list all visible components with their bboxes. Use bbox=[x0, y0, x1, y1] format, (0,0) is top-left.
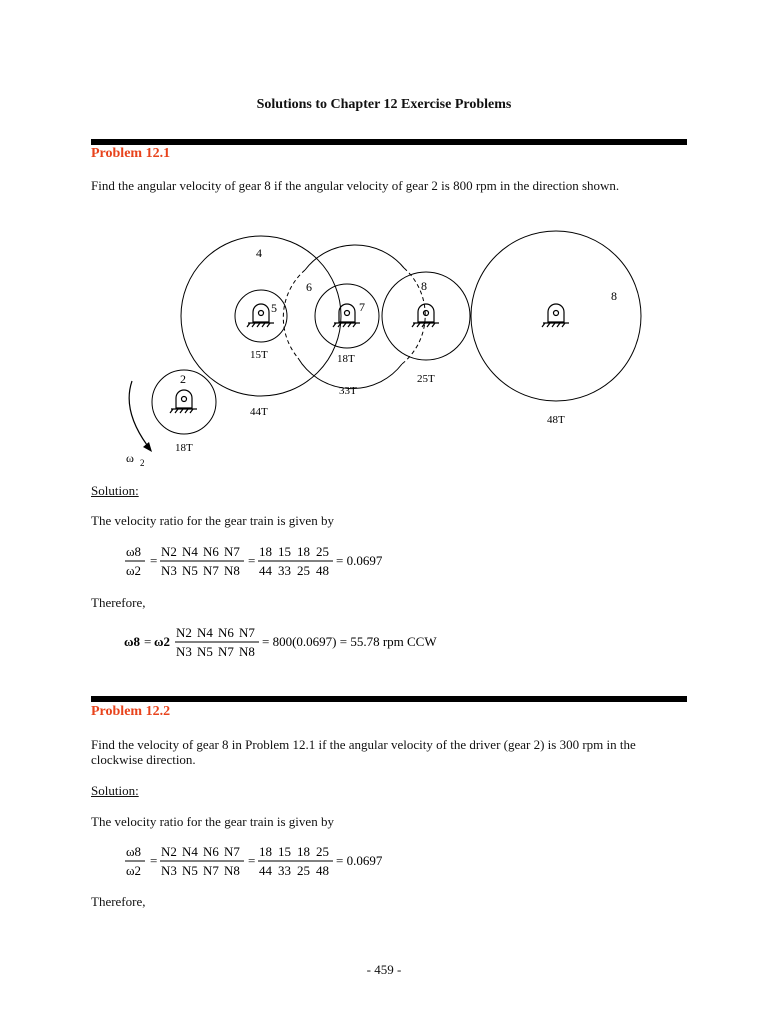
solution-label: Solution: bbox=[91, 783, 139, 798]
pivot-icon-8 bbox=[542, 304, 569, 327]
teeth-label-6: 18T bbox=[337, 353, 355, 365]
eq-t-num-0: 18 bbox=[259, 544, 272, 559]
eq-n-den-0: N3 bbox=[161, 863, 177, 878]
ratio-intro: The velocity ratio for the gear train is given by bbox=[91, 513, 334, 528]
pivot-icon-4 bbox=[247, 304, 274, 327]
eq-t-num-0: 18 bbox=[259, 844, 272, 859]
teeth-label-4: 15T bbox=[250, 349, 268, 361]
gear-number-4: 5 bbox=[271, 301, 277, 315]
gear-number-2: 2 bbox=[180, 372, 186, 386]
teeth-label-3: 44T bbox=[250, 406, 268, 418]
gear-number-3: 4 bbox=[256, 246, 262, 260]
teeth-label-2: 18T bbox=[175, 442, 193, 454]
eq-lhs-num: ω8 bbox=[126, 544, 142, 559]
eq-lhs-den: ω2 bbox=[126, 563, 142, 578]
problem-statement: Find the angular velocity of gear 8 if the angular velocity of gear 2 is 800 rpm in the direction shown. bbox=[91, 178, 620, 193]
eq2-n-num-3: N7 bbox=[239, 625, 255, 640]
omega-subscript: 2 bbox=[140, 458, 145, 468]
therefore-text: Therefore, bbox=[91, 894, 146, 909]
eq-n-num-1: N4 bbox=[182, 844, 198, 859]
eq-n-den-2: N7 bbox=[203, 863, 219, 878]
eq2-n-den-0: N3 bbox=[176, 644, 192, 659]
svg-text:=: = bbox=[248, 853, 256, 868]
eq2-n-den-2: N7 bbox=[218, 644, 234, 659]
teeth-label-5: 33T bbox=[339, 385, 357, 397]
eq-t-num-1: 15 bbox=[278, 544, 291, 559]
eq-omega2: ω2 bbox=[154, 634, 171, 649]
eq-n-den-3: N8 bbox=[224, 563, 240, 578]
eq-n-den-1: N5 bbox=[182, 563, 198, 578]
therefore-text: Therefore, bbox=[91, 595, 146, 610]
svg-text:=: = bbox=[248, 553, 256, 568]
eq-n-den-3: N8 bbox=[224, 863, 240, 878]
eq-t-den-1: 33 bbox=[278, 863, 291, 878]
eq-n-den-0: N3 bbox=[161, 563, 177, 578]
pivot-icon-6 bbox=[333, 304, 360, 327]
svg-text:=: = bbox=[150, 853, 158, 868]
gear-number-5: 6 bbox=[306, 280, 312, 294]
gear-number-8: 8 bbox=[611, 289, 617, 303]
teeth-label-8: 48T bbox=[547, 414, 565, 426]
solution-label: Solution: bbox=[91, 483, 139, 498]
eq-n-num-2: N6 bbox=[203, 844, 219, 859]
eq-t-den-0: 44 bbox=[259, 563, 272, 578]
eq-t-num-1: 15 bbox=[278, 844, 291, 859]
eq-omega8: ω8 bbox=[124, 634, 141, 649]
eq2-n-num-0: N2 bbox=[176, 625, 192, 640]
eq-n-den-2: N7 bbox=[203, 563, 219, 578]
eq-t-den-2: 25 bbox=[297, 563, 310, 578]
eq-n-num-3: N7 bbox=[224, 544, 240, 559]
velocity-ratio-equation bbox=[120, 540, 440, 580]
teeth-label-7: 25T bbox=[417, 373, 435, 385]
eq-t-num-3: 25 bbox=[316, 544, 329, 559]
eq-t-den-3: 48 bbox=[316, 863, 329, 878]
svg-text:=: = bbox=[150, 553, 158, 568]
eq-result: = 0.0697 bbox=[336, 853, 383, 868]
final-velocity-equation bbox=[120, 622, 480, 662]
eq2-n-num-2: N6 bbox=[218, 625, 234, 640]
eq-t-den-0: 44 bbox=[259, 863, 272, 878]
gear-5-arc-top bbox=[305, 245, 404, 270]
eq-t-den-2: 25 bbox=[297, 863, 310, 878]
eq-result: = 0.0697 bbox=[336, 553, 383, 568]
eq-n-num-0: N2 bbox=[161, 544, 177, 559]
final-result: = 800(0.0697) = 55.78 rpm CCW bbox=[262, 634, 437, 649]
eq-lhs-num: ω8 bbox=[126, 844, 142, 859]
eq-n-num-1: N4 bbox=[182, 544, 198, 559]
eq-n-num-0: N2 bbox=[161, 844, 177, 859]
page-title: Solutions to Chapter 12 Exercise Problems bbox=[256, 97, 512, 112]
eq2-n-den-3: N8 bbox=[239, 644, 255, 659]
eq-t-den-3: 48 bbox=[316, 563, 329, 578]
problem-heading: Problem 12.1 bbox=[91, 146, 171, 161]
svg-text:=: = bbox=[144, 634, 152, 649]
eq-t-num-2: 18 bbox=[297, 844, 310, 859]
eq-t-den-1: 33 bbox=[278, 563, 291, 578]
pivot-icon-2 bbox=[170, 390, 197, 413]
eq-t-num-3: 25 bbox=[316, 844, 329, 859]
eq-n-den-1: N5 bbox=[182, 863, 198, 878]
gear-train-diagram bbox=[0, 215, 768, 475]
gear-number-7: 8 bbox=[421, 279, 427, 293]
section-rule bbox=[91, 139, 687, 145]
eq2-n-den-1: N5 bbox=[197, 644, 213, 659]
page-number: - 459 - bbox=[366, 962, 402, 977]
eq-n-num-2: N6 bbox=[203, 544, 219, 559]
eq-lhs-den: ω2 bbox=[126, 863, 142, 878]
gear-number-6: 7 bbox=[359, 300, 365, 314]
eq2-n-num-1: N4 bbox=[197, 625, 213, 640]
pivot-icon-7 bbox=[412, 304, 439, 327]
problem-heading: Problem 12.2 bbox=[91, 704, 171, 719]
ratio-intro: The velocity ratio for the gear train is given by bbox=[91, 814, 334, 829]
rotation-arrow-icon bbox=[129, 381, 152, 452]
section-rule bbox=[91, 696, 687, 702]
velocity-ratio-equation bbox=[120, 840, 440, 880]
eq-n-num-3: N7 bbox=[224, 844, 240, 859]
problem-statement: Find the velocity of gear 8 in Problem 12.1 if the angular velocity of the driver (gear 2) is 300 rpm in the clockwise direction. bbox=[91, 737, 636, 767]
omega-label: ω bbox=[126, 451, 134, 465]
eq-t-num-2: 18 bbox=[297, 544, 310, 559]
